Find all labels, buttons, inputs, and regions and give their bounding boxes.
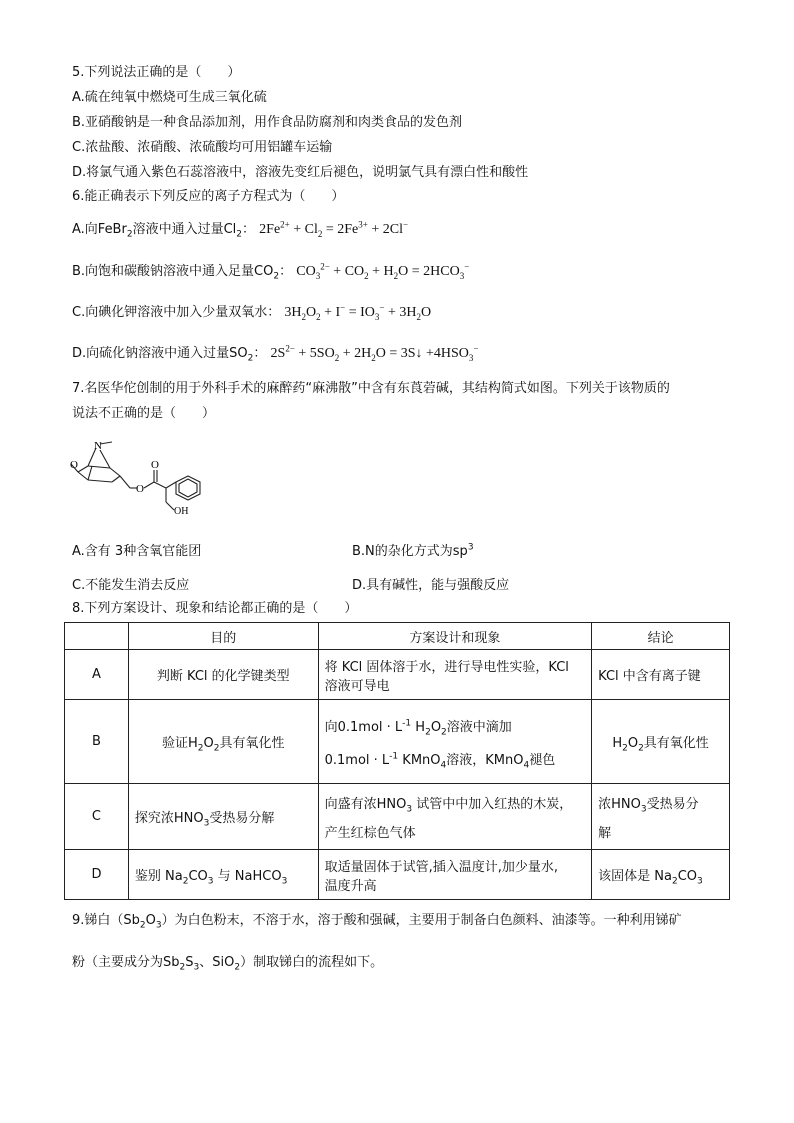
epoxide-o-label: O (70, 459, 78, 471)
row-label: B (65, 700, 129, 784)
table-row (65, 650, 730, 700)
q6-stem: 6.能正确表示下列反应的离子方程式为（ ） (72, 189, 345, 204)
row-label: A (65, 650, 129, 700)
scopolamine-structure (70, 432, 220, 522)
header-cell: 结论 (592, 623, 730, 650)
q5-option-b: B.亚硝酸钠是一种食品添加剂，用作食品防腐剂和肉类食品的发色剂 (72, 115, 463, 130)
q7-option-d: D.具有碱性，能与强酸反应 (352, 578, 510, 593)
q7-stem-line2: 说法不正确的是（ ） (72, 406, 216, 421)
purpose-cell: 探究浓$HNO_3$受热易分解 (128, 784, 318, 850)
table-row (65, 784, 730, 850)
design-cell: 取适量固体于试管,插入温度计,加少量水, 温度升高 (318, 850, 592, 900)
header-cell (65, 623, 129, 650)
q7-stem-line1: 7.名医华佗创制的用于外科手术的麻醉药“麻沸散”中含有东莨菪碱，其结构简式如图。下列关于该物质的 (72, 381, 670, 396)
q7-option-c: C.不能发生消去反应 (72, 578, 190, 593)
q5-option-d: D.将氯气通入紫色石蕊溶液中，溶液先变红后褪色，说明氯气具有漂白性和酸性 (72, 165, 529, 180)
row-label: C (65, 784, 129, 850)
conclusion-cell: 浓$HNO_3$受热易分 解 (592, 784, 730, 850)
purpose-cell: 验证$H_2O_2$具有氧化性 (128, 700, 318, 784)
q5-option-c: C.浓盐酸、浓硝酸、浓硫酸均可用铝罐车运输 (72, 140, 333, 155)
q9-line1: 9.锑白$(Sb_2O_3)$为白色粉末，不溶于水，溶于酸和强碱，主要用于制备白色颜料、油漆等。一种利用锑矿 (72, 913, 682, 931)
conclusion-cell: $H_2O_2$具有氧化性 (592, 700, 730, 784)
purpose-cell: 判断 KCl 的化学键类型 (128, 650, 318, 700)
row-label: D (65, 850, 129, 900)
q7-option-b: B.N的杂化方式为$sp^3$ (352, 542, 474, 559)
header-cell: 目的 (128, 623, 318, 650)
design-cell: 将 KCl 固体溶于水，进行导电性实验，KCl 溶液可导电 (318, 650, 592, 700)
q6-option-c: C.向碘化钾溶液中加入少量双氧水： $3H_2O_2 + I^- = IO_3^- + 3H_2O$ (72, 302, 432, 322)
carbonyl-o-label: O (151, 459, 159, 471)
q8-stem: 8.下列方案设计、现象和结论都正确的是（ ） (72, 601, 358, 616)
q9-line2: 粉（主要成分为$Sb_2S_3$、SiO$_2$）制取锑白的流程如下。 (72, 955, 384, 973)
q7-option-a: A.含有 3种含氧官能团 (72, 544, 202, 559)
q5-stem: 5.下列说法正确的是（ ） (72, 65, 241, 80)
table-row (65, 700, 730, 784)
conclusion-cell: KCl 中含有离子键 (592, 650, 730, 700)
hydroxyl-label: OH (174, 506, 189, 517)
nitrogen-label: N (94, 440, 102, 452)
q5-option-a: A.硫在纯氧中燃烧可生成三氧化硫 (72, 90, 267, 105)
design-cell: 向盛有浓$HNO_3$ 试管中中加入红热的木炭， 产生红棕色气体 (318, 784, 592, 850)
q6-option-d: D.向硫化钠溶液中通入过量$SO_2$： $2S^{2-} + 5SO_2 + 2H_2O$ = 3S↓ $+4HSO_3^-$ (72, 343, 479, 364)
table-row (65, 850, 730, 900)
design-cell: 向$0.1mol \cdot L^{-1}$ $H_2O_2$溶液中滴加 $0.1mol \cdot L^{-1}$ KMnO$_4$溶液，KMnO$_4$褪色 (318, 700, 592, 784)
q6-option-a: A.向FeBr$_2$溶液中通入过量$Cl_2$： $2Fe^{2+} + Cl_2 = 2Fe^{3+} + 2Cl^-$ (72, 219, 409, 240)
q8-table (64, 622, 730, 900)
purpose-cell: 鉴别 $Na_2CO_3$ 与 NaHCO$_3$ (128, 850, 318, 900)
header-cell: 方案设计和现象 (318, 623, 592, 650)
table-header-row (65, 623, 730, 650)
conclusion-cell: 该固体是 $Na_2CO_3$ (592, 850, 730, 900)
ester-o-label: O (136, 483, 144, 495)
q6-option-b: B.向饱和碳酸钠溶液中通入足量$CO_2$： $CO_3^{2-} + CO_2 + H_2O = 2HCO_3^-$ (72, 261, 470, 282)
